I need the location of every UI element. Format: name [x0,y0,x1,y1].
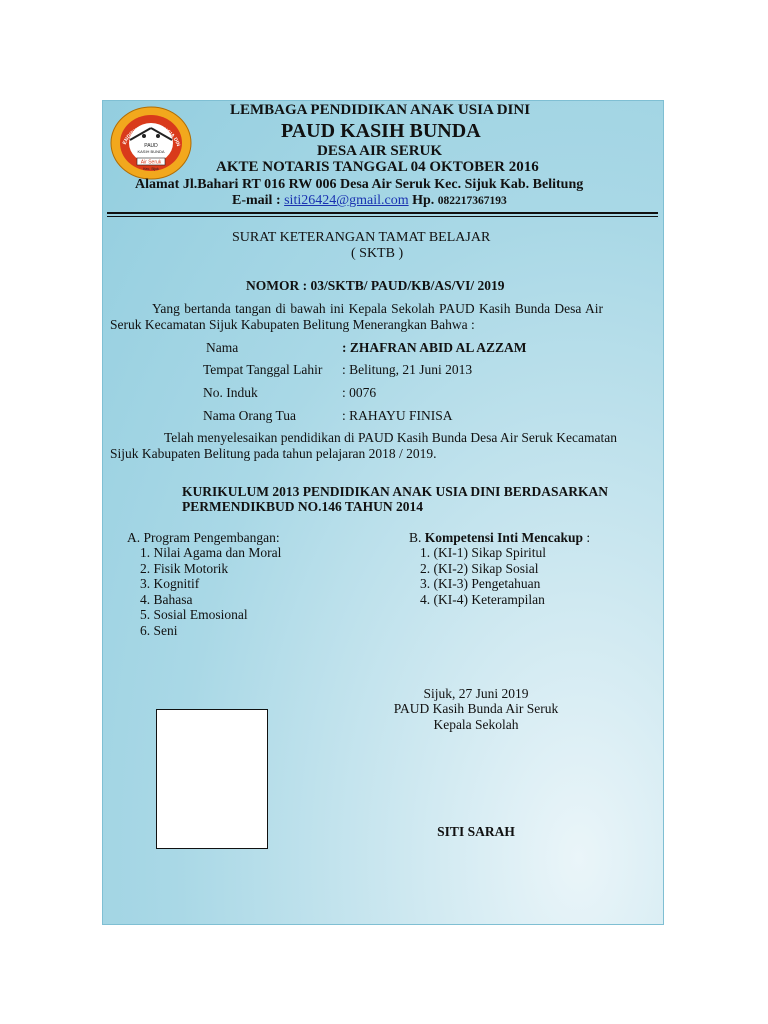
header-contact [232,193,507,209]
field-value-student-id: : 0076 [342,385,377,400]
competency-item: 2. (KI-2) Sikap Sosial [420,561,539,576]
header-village: DESA AIR SERUK [317,143,443,159]
program-item: 4. Bahasa [140,592,193,607]
header-divider-thick [107,212,658,214]
logo-text-paud: PAUD [144,143,158,149]
field-label-name: Nama [206,340,239,355]
header-address: Alamat Jl.Bahari RT 016 RW 006 Desa Air Seruk Kec. Sijuk Kab. Belitung [135,177,584,192]
field-label-parent: Nama Orang Tua [203,408,296,423]
signature-institution: PAUD Kasih Bunda Air Seruk [393,701,559,716]
phone-label: Hp. [408,193,438,208]
competency-item: 1. (KI-1) Sikap Spiritul [420,545,546,560]
header-school-name: PAUD KASIH BUNDA [281,120,481,142]
program-heading: A. Program Pengembangan: [127,530,280,545]
header-divider-thin [107,216,658,217]
intro-line-1: Yang bertanda tangan di bawah ini Kepala Sekolah PAUD Kasih Bunda Desa Air [152,301,604,316]
competency-item: 3. (KI-3) Pengetahuan [420,576,541,591]
signature-place-date: Sijuk, 27 Juni 2019 [423,686,529,701]
logo-text-name: KASIH BUNDA [137,149,165,154]
signature-position: Kepala Sekolah [433,717,519,732]
logo-ribbon-text: Air Seruk [140,159,162,166]
program-item: 5. Sosial Emosional [140,607,248,622]
completion-line-2: Sijuk Kabupaten Belitung pada tahun pelajaran 2018 / 2019. [110,446,437,461]
school-logo [110,106,192,180]
signature-name: SITI SARAH [437,824,515,839]
field-value-birth: : Belitung, 21 Juni 2013 [342,362,473,377]
program-item: 1. Nilai Agama dan Moral [140,545,282,560]
completion-line-1: Telah menyelesaikan pendidikan di PAUD Kasih Bunda Desa Air Seruk Kecamatan [164,430,617,445]
email-link[interactable]: siti26424@gmail.com [284,193,409,208]
intro-line-2: Seruk Kecamatan Sijuk Kabupaten Belitung Menerangkan Bahwa : [110,317,475,332]
header-institution-type: LEMBAGA PENDIDIKAN ANAK USIA DINI [230,102,531,118]
program-item: 6. Seni [140,623,178,638]
email-label: E-mail : [232,193,285,208]
photo-placeholder [156,709,268,849]
logo-bottom-text: Kec. Sijuk [143,167,159,171]
logo-ring-text: ENDIDIKAN ANAK USIA DIN [121,123,181,148]
curriculum-regulation: PERMENDIKBUD NO.146 TAHUN 2014 [182,499,424,514]
document-number: NOMOR : 03/SKTB/ PAUD/KB/AS/VI/ 2019 [246,278,505,293]
field-label-student-id: No. Induk [203,385,258,400]
document-abbreviation: ( SKTB ) [351,246,404,261]
header-notary: AKTE NOTARIS TANGGAL 04 OKTOBER 2016 [216,159,539,175]
competency-heading [409,530,590,546]
competency-item: 4. (KI-4) Keterampilan [420,592,545,607]
program-item: 3. Kognitif [140,576,200,591]
competency-suffix: : [583,530,591,545]
field-value-parent: : RAHAYU FINISA [342,408,453,423]
field-value-name: : ZHAFRAN ABID AL AZZAM [342,340,527,355]
field-label-birth: Tempat Tanggal Lahir [203,362,323,377]
competency-prefix: B. [409,530,425,545]
curriculum-heading: KURIKULUM 2013 PENDIDIKAN ANAK USIA DINI BERDASARKAN [182,484,609,499]
competency-title: Kompetensi Inti Mencakup [424,530,584,545]
phone-number: 082217367193 [437,195,507,207]
program-item: 2. Fisik Motorik [140,561,229,576]
document-title: SURAT KETERANGAN TAMAT BELAJAR [232,230,491,245]
